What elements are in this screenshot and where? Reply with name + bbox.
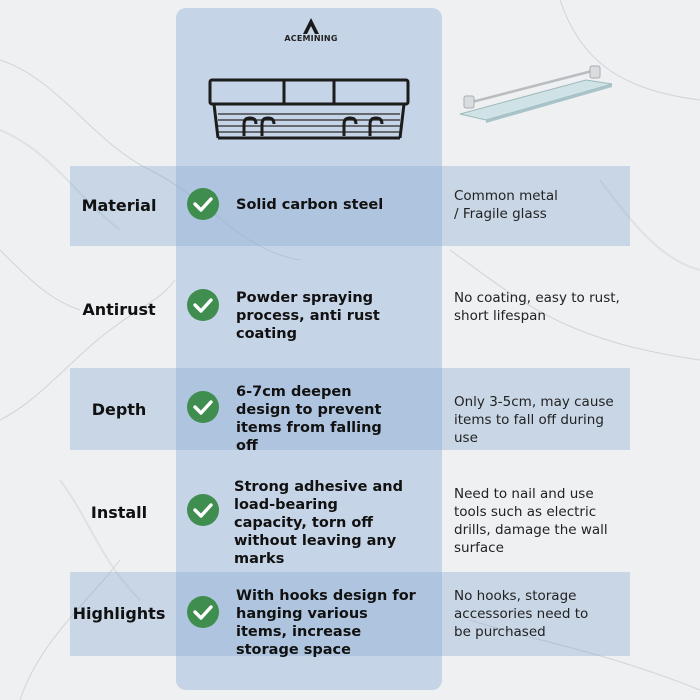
row-label-antirust: Antirust (82, 300, 156, 319)
theirs-install-text: Need to nail and use tools such as electric drills, damage the wall surface (454, 486, 608, 556)
check-circle-icon (186, 595, 220, 629)
theirs-depth-text: Only 3-5cm, may cause items to fall off during use (454, 394, 614, 446)
theirs-highlights-text: No hooks, storage accessories need to be purchased (454, 588, 589, 640)
glass-shelf-image (456, 62, 616, 126)
brand-name: ACEMINING (284, 34, 338, 43)
check-circle-icon (186, 493, 220, 527)
brand-logo (276, 18, 346, 46)
check-circle-icon (186, 390, 220, 424)
row-label-install: Install (90, 503, 148, 522)
theirs-material-text: Common metal / Fragile glass (454, 188, 558, 222)
check-circle-icon (186, 187, 220, 221)
check-circle-icon (186, 288, 220, 322)
ours-install-text: Strong adhesive and load-bearing capacity, torn off without leaving any marks (234, 479, 403, 567)
theirs-antirust-text: No coating, easy to rust, short lifespan (454, 290, 620, 324)
black-shelf-image (204, 70, 414, 146)
row-label-material: Material (81, 196, 157, 215)
ours-highlights-text: With hooks design for hanging various items, increase storage space (236, 588, 416, 658)
ours-depth-text: 6-7cm deepen design to prevent items from falling off (236, 384, 382, 454)
ours-antirust-text: Powder spraying process, anti rust coating (236, 290, 380, 342)
ours-material-text: Solid carbon steel (236, 197, 384, 213)
row-label-highlights: Highlights (72, 604, 166, 623)
row-label-depth: Depth (91, 400, 147, 419)
